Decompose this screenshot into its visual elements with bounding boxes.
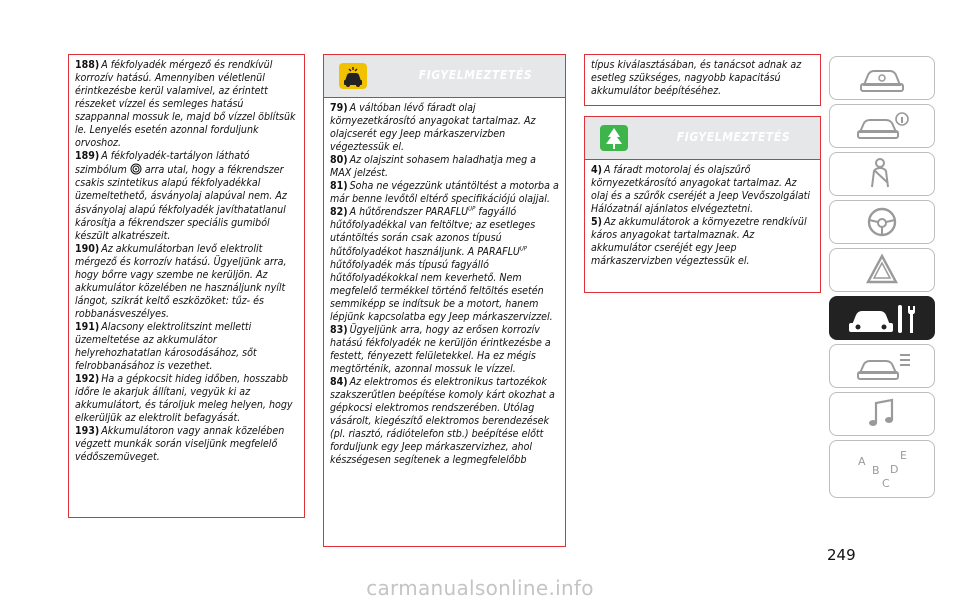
index-letters-icon (830, 441, 934, 497)
tab-dashboard[interactable] (829, 56, 935, 100)
warning-84: 84) Az elektromos és elektronikus tartozékok szakszerűtlen beépítése komoly kárt okozhat a gépkocsi elektromos rendszerében. Utólag vásárolt, kiegészítő elektromos berendezések (pl. riasztó, rádiótelefon stb.) beépítése előtt forduljunk egy Jeep márkaszervizhez, ahol készségesen segítenek a legmegfelelőbb (330, 375, 555, 467)
tab-emergency[interactable] (829, 248, 935, 292)
warning-triangle-icon (830, 249, 934, 291)
note-192: 192) Ha a gépkocsit hideg időben, hosszabb időre le akarjuk állítani, vegyük ki az akkumulátort, és tároljuk meleg helyen, hogy elkerüljük az elektrolit befagyását. (75, 373, 293, 425)
dashboard-car-icon (830, 57, 934, 99)
warning-80: 80) Az olajszint sohasem haladhatja meg a MAX jelzést. (330, 154, 536, 180)
env-warning-4: 4) A fáradt motorolaj és olajszűrő környezetkárosító anyagokat tartalmaz. Az olaj és a szűrők cseréjét a Jeep Vevőszolgálati Hálózatnál ajánlatos elvégeztetni. (591, 164, 811, 216)
watermark: carmanualsonline.info (366, 576, 594, 600)
tab-service[interactable] (829, 296, 935, 340)
car-info-icon (830, 105, 934, 147)
index-letter-a: A (858, 455, 866, 468)
continued-text: típus kiválasztásában, és tanácsot adnak az esetleg szükséges, nagyobb kapacitású akkumulátor beépítéséhez. (591, 59, 802, 98)
env-warning-5: 5) Az akkumulátorok a környezetre rendkívül káros anyagokat tartalmaznak. Az akkumulátor cseréjét egy Jeep márkaszervizben végeztessük el. (591, 216, 807, 268)
note-188: 188) A fékfolyadék mérgező és rendkívül korrozív hatású. Amennyiben véletlenül érintkezésbe kerül valamivel, az érintett részeket vízzel és semleges hatású szappannal mossuk le, majd bő vízzel öblítsük le. Lenyelés esetén azonnal forduljunk orvoshoz. (75, 59, 296, 150)
warning-title: FIGYELMEZTETÉS (418, 68, 533, 82)
warning-continuation (584, 54, 821, 106)
warning-title: FIGYELMEZTETÉS (676, 130, 791, 144)
tab-driving[interactable] (829, 200, 935, 244)
caution-notes-column (68, 54, 305, 518)
car-service-tools-icon (830, 297, 934, 339)
index-letter-e: E (900, 449, 907, 462)
warning-83: 83) Ügyeljünk arra, hogy az erősen korrozív hatású fékfolyadék ne kerüljön érintkezésbe a festett, fényezett felületekkel. Ha ez mégis megtörténik, azonnal mossuk le vízzel. (330, 323, 551, 375)
warning-79: 79) A váltóban lévő fáradt olaj környezetkárosító anyagokat tartalmaz. Az olajcserét egy Jeep márkaszervizben végeztessük el. (330, 102, 536, 154)
multimedia-icon (830, 393, 934, 435)
car-hazard-icon (338, 62, 368, 90)
technical-data-icon (830, 345, 934, 387)
warning-header (324, 55, 565, 98)
tab-multimedia[interactable] (829, 392, 935, 436)
tab-technical-data[interactable] (829, 344, 935, 388)
warning-header (585, 117, 820, 160)
tab-index[interactable] (829, 440, 935, 498)
index-letter-c: C (882, 477, 890, 490)
warning-box-vehicle (323, 54, 566, 547)
steering-wheel-icon (830, 201, 934, 243)
note-193: 193) Akkumulátoron vagy annak közelében végzett munkák során viseljünk megfelelő védőszemüveget. (75, 425, 285, 464)
brake-fluid-symbol-icon (130, 163, 142, 175)
warning-82: 82) A hűtőrendszer $PARAFLU^{UP}$ fagyálló hűtőfolyadékkal van feltöltve; az esetleges utántöltés során csak azonos típusú hűtőfolyadékot használjunk. A $PARAFLU^{UP}$ hűtőfolyadék más típusú fagyálló hűtőfolyadékokkal nem keverhető. Nem megfelelő termékkel történő feltöltés esetén semmiképp se indítsuk be a motort, hanem lépjünk kapcsolatba egy Jeep márkaszervizzel. (330, 205, 553, 323)
warning-box-environment (584, 116, 821, 293)
warning-81: 81) Soha ne végezzünk utántöltést a motorba a már benne levőtől eltérő specifikációjú olajjal. (330, 180, 559, 206)
index-letter-d: D (890, 463, 899, 476)
seatbelt-icon (830, 153, 934, 195)
note-191: 191) Alacsony elektrolitszint melletti üzemeltetése az akkumulátor helyrehozhatatlan károsodásához, sőt felrobbanásához is vezethet. (75, 320, 257, 373)
index-letter-b: B (872, 464, 880, 477)
tab-car-info[interactable] (829, 104, 935, 148)
note-190: 190) Az akkumulátorban levő elektrolit mérgező és korrozív hatású. Ügyeljünk arra, hogy bőrre vagy szembe ne kerüljön. Az akkumulátor közelében ne használjunk nyílt lángot, szikrát keltő eszközöket: tűz- és robbanásveszélyes. (75, 242, 287, 320)
page-number: 249 (827, 546, 856, 564)
note-189: 189) A fékfolyadék-tartályon látható szimbólum arra utal, hogy a fékrendszer csakis szintetikus alapú fékfolyadékkal üzemeltethető, ásványolaj alapúval nem. Az ásványolaj alapú fékfolyadék javíthatatlanul károsítja a fékrendszer speciális gumiból készült alkatrészeit. (75, 150, 287, 242)
tab-safety[interactable] (829, 152, 935, 196)
environment-tree-icon (599, 124, 629, 152)
